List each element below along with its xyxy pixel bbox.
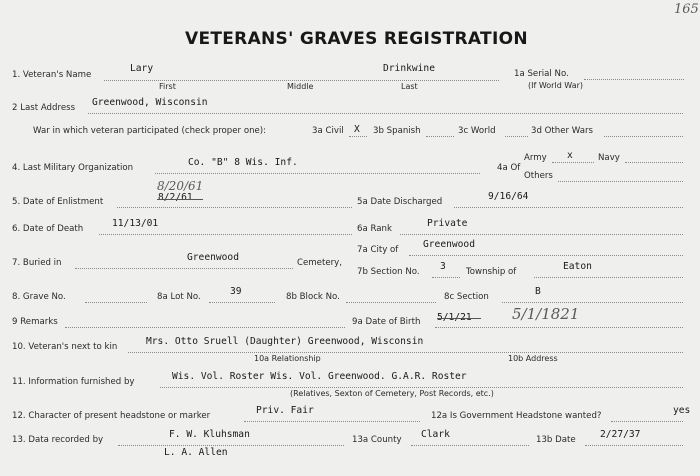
last-address-label: 2 Last Address — [12, 103, 76, 113]
navy-line — [625, 162, 683, 163]
remarks-label: 9 Remarks — [12, 317, 58, 327]
lot-no-label: 8a Lot No. — [157, 292, 201, 302]
buried-in-label: 7. Buried in — [12, 258, 62, 268]
govt-headstone-value: yes — [673, 405, 691, 416]
date-of-death-label: 6. Date of Death — [12, 224, 84, 234]
recorded-by-label: 13. Data recorded by — [12, 435, 104, 445]
first-caption: First — [159, 82, 176, 91]
township-value: Eaton — [563, 261, 592, 272]
section-line — [502, 302, 683, 303]
grave-no-label: 8. Grave No. — [12, 292, 66, 302]
block-no-line — [346, 302, 436, 303]
last-caption: Last — [401, 82, 418, 91]
township-label: Township of — [466, 267, 517, 277]
recorder-2-value: L. A. Allen — [164, 447, 228, 458]
section-label: 8c Section — [444, 292, 489, 302]
last-name-value: Drinkwine — [383, 63, 435, 74]
veteran-name-label: 1. Veteran's Name — [12, 70, 92, 80]
enlistment-typed: 8/2/61 — [158, 192, 193, 203]
record-date-value: 2/27/37 — [600, 429, 641, 440]
enlistment-label: 5. Date of Enlistment — [12, 197, 104, 207]
govt-headstone-line — [611, 421, 683, 422]
county-value: Clark — [421, 429, 450, 440]
rank-line — [400, 234, 683, 235]
page-number: 165 — [674, 2, 699, 17]
serial-no-label: 1a Serial No. — [514, 69, 569, 79]
army-check: x — [567, 150, 573, 161]
date-of-death-value: 11/13/01 — [112, 218, 159, 229]
govt-headstone-label: 12a Is Government Headstone wanted? — [431, 411, 602, 421]
rank-label: 6a Rank — [357, 224, 392, 234]
city-label: 7a City of — [357, 245, 399, 255]
remarks-line — [65, 327, 345, 328]
army-line — [552, 162, 594, 163]
military-org-value: Co. "B" 8 Wis. Inf. — [188, 157, 298, 168]
next-of-kin-line — [128, 352, 683, 353]
enlistment-strike — [157, 199, 203, 200]
war-label: War in which veteran participated (check proper one): — [33, 126, 267, 136]
headstone-line — [244, 421, 420, 422]
date-of-birth-strike — [437, 318, 481, 319]
city-line — [409, 255, 683, 256]
section-no-value: 3 — [440, 261, 446, 272]
informant-label: 11. Information furnished by — [12, 377, 135, 387]
headstone-label: 12. Character of present headstone or marker — [12, 411, 211, 421]
date-of-death-line — [99, 234, 352, 235]
world-label: 3c World — [458, 126, 496, 136]
date-discharged-label: 5a Date Discharged — [357, 197, 443, 207]
lot-no-line — [209, 302, 275, 303]
others-label: Others — [524, 171, 553, 181]
record-date-line — [585, 445, 683, 446]
last-address-line — [88, 113, 683, 114]
headstone-value: Priv. Fair — [256, 405, 314, 416]
date-of-birth-line — [435, 327, 683, 328]
first-name-value: Lary — [130, 63, 154, 74]
last-address-value: Greenwood, Wisconsin — [92, 97, 208, 108]
city-value: Greenwood — [423, 239, 475, 250]
township-line — [534, 277, 683, 278]
serial-no-note: (If World War) — [528, 81, 584, 90]
rank-value: Private — [427, 218, 468, 229]
form-title: VETERANS' GRAVES REGISTRATION — [185, 29, 528, 49]
address-caption: 10b Address — [508, 354, 558, 363]
civil-line — [349, 136, 367, 137]
recorder-1-value: F. W. Kluhsman — [169, 429, 250, 440]
other-wars-line — [604, 136, 683, 137]
date-of-birth-label: 9a Date of Birth — [352, 317, 421, 327]
enlistment-line — [117, 207, 352, 208]
informant-value: Wis. Vol. Roster Wis. Vol. Greenwood. G.A.R. Roster — [172, 371, 467, 382]
veteran-name-line — [104, 80, 499, 81]
serial-no-line — [584, 79, 684, 80]
date-discharged-line — [454, 207, 683, 208]
buried-in-line — [75, 268, 293, 269]
next-of-kin-value: Mrs. Otto Sruell (Daughter) Greenwood, Wisconsin — [146, 336, 424, 347]
civil-check: X — [354, 124, 360, 135]
civil-label: 3a Civil — [312, 126, 344, 136]
world-line — [505, 136, 528, 137]
section-value: B — [535, 286, 541, 297]
next-of-kin-label: 10. Veteran's next to kin — [12, 342, 118, 352]
date-of-birth-typed: 5/1/21 — [437, 312, 472, 323]
block-no-label: 8b Block No. — [286, 292, 340, 302]
relationship-caption: 10a Relationship — [254, 354, 321, 363]
recorded-by-line — [118, 445, 344, 446]
enlistment-handwritten: 8/20/61 — [157, 179, 204, 193]
record-date-label: 13b Date — [536, 435, 576, 445]
spanish-line — [426, 136, 454, 137]
branch-of-label: 4a Of — [497, 163, 521, 173]
others-line — [558, 181, 683, 182]
date-discharged-value: 9/16/64 — [488, 191, 529, 202]
military-org-label: 4. Last Military Organization — [12, 163, 134, 173]
county-line — [411, 445, 529, 446]
army-label: Army — [524, 153, 547, 163]
section-no-label: 7b Section No. — [357, 267, 420, 277]
military-org-line — [155, 173, 480, 174]
cemetery-value: Greenwood — [187, 252, 239, 263]
section-no-line — [432, 277, 460, 278]
navy-label: Navy — [598, 153, 620, 163]
other-wars-label: 3d Other Wars — [531, 126, 594, 136]
cemetery-label: Cemetery, — [297, 258, 342, 268]
county-label: 13a County — [352, 435, 402, 445]
spanish-label: 3b Spanish — [373, 126, 421, 136]
informant-note: (Relatives, Sexton of Cemetery, Post Records, etc.) — [290, 389, 494, 398]
grave-no-line — [85, 302, 147, 303]
informant-line — [160, 387, 683, 388]
lot-no-value: 39 — [230, 286, 242, 297]
date-of-birth-handwritten: 5/1/1821 — [512, 305, 580, 323]
middle-caption: Middle — [287, 82, 314, 91]
